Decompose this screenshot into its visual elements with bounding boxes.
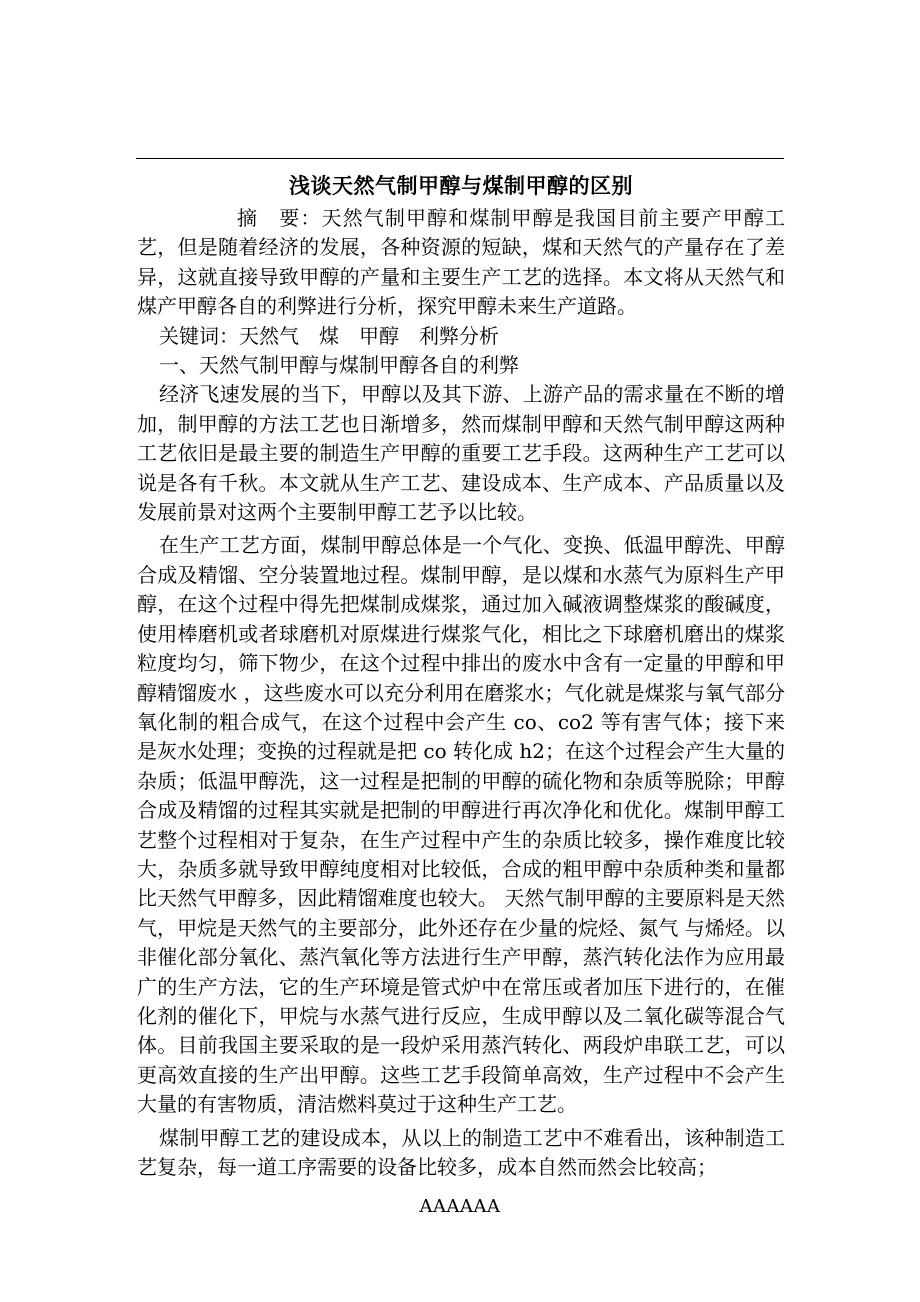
keywords-line: 关键词：天然气 煤 甲醇 利弊分析 xyxy=(159,323,499,348)
header-rule xyxy=(136,158,784,159)
body-paragraph: 煤制甲醇工艺的建设成本，从以上的制造工艺中不难看出，该种制造工艺复杂，每一道工序需要的设备比较多，成本自然而然会比较高； xyxy=(137,1125,785,1179)
document-body xyxy=(137,168,785,1182)
abstract-paragraph: 摘 要：天然气制甲醇和煤制甲醇是我国目前主要产甲醇工艺，但是随着经济的发展，各种资源的短缺，煤和天然气的产量存在了差异，这就直接导致甲醇的产量和主要生产工艺的选择。本文将从天然气和煤产甲醇各自的利弊进行分析，探究甲醇未来生产道路。 xyxy=(137,206,785,319)
page-footer: AAAAAA xyxy=(419,1196,501,1217)
document-title: 浅谈天然气制甲醇与煤制甲醇的区别 xyxy=(289,174,633,198)
body-paragraph: 经济飞速发展的当下，甲醇以及其下游、上游产品的需求量在不断的增加，制甲醇的方法工艺也日渐增多，然而煤制甲醇和天然气制甲醇这两种工艺依旧是最主要的制造生产甲醇的重要工艺手段。这两种生产工艺可以说是各有千秋。本文就从生产工艺、建设成本、生产成本、产品质量以及发展前景对这两个主要制甲醇工艺予以比较。 xyxy=(137,382,785,525)
body-paragraph: 在生产工艺方面，煤制甲醇总体是一个气化、变换、低温甲醇洗、甲醇合成及精馏、空分装置地过程。煤制甲醇，是以煤和水蒸气为原料生产甲醇，在这个过程中得先把煤制成煤浆，通过加入碱液调整煤浆的酸碱度，使用棒磨机或者球磨机对原煤进行煤浆气化，相比之下球磨机磨出的煤浆粒度均匀，筛下物少，在这个过程中排出的废水中含有一定量的甲醇和甲醇精馏废水 ，这些废水可以充分利用在磨浆水；气化就是煤浆与氧气部分氧化制的粗合成气，在这个过程中会产生 co、co2 等有害气体；接下来是灰水处理；变换的过程就是把 co 转化成 h2；在这个过程会产生大量的杂质；低温甲醇洗，这一过程是把制的甲醇的硫化物和杂质等脱除；甲醇合成及精馏的过程其实就是把制的甲醇进行再次净化和优化。煤制甲醇工艺整个过程相对于复杂，在生产过程中产生的杂质比较多，操作难度比较大，杂质多就导致甲醇纯度相对比较低，合成的粗甲醇中杂质种类和量都比天然气甲醇多，因此精馏难度也较大。 天然气制甲醇的主要原料是天然气，甲烷是天然气的主要部分，此外还存在少量的烷烃、氮气 与烯烃。以非催化部分氧化、蒸汽氧化等方法进行生产甲醇，蒸汽转化法作为应用最广的生产方法，它的生产环境是管式炉中在常压或者加压下进行的，在催化剂的催化下，甲烷与水蒸气进行反应，生成甲醇以及二氧化碳等混合气体。目前我国主要采取的是一段炉采用蒸汽转化、两段炉串联工艺，可以更高效直接的生产出甲醇。这些工艺手段简单高效，生产过程中不会产生大量的有害物质，清洁燃料莫过于这种生产工艺。 xyxy=(137,533,785,1117)
section-heading: 一、天然气制甲醇与煤制甲醇各自的利弊 xyxy=(159,353,519,378)
